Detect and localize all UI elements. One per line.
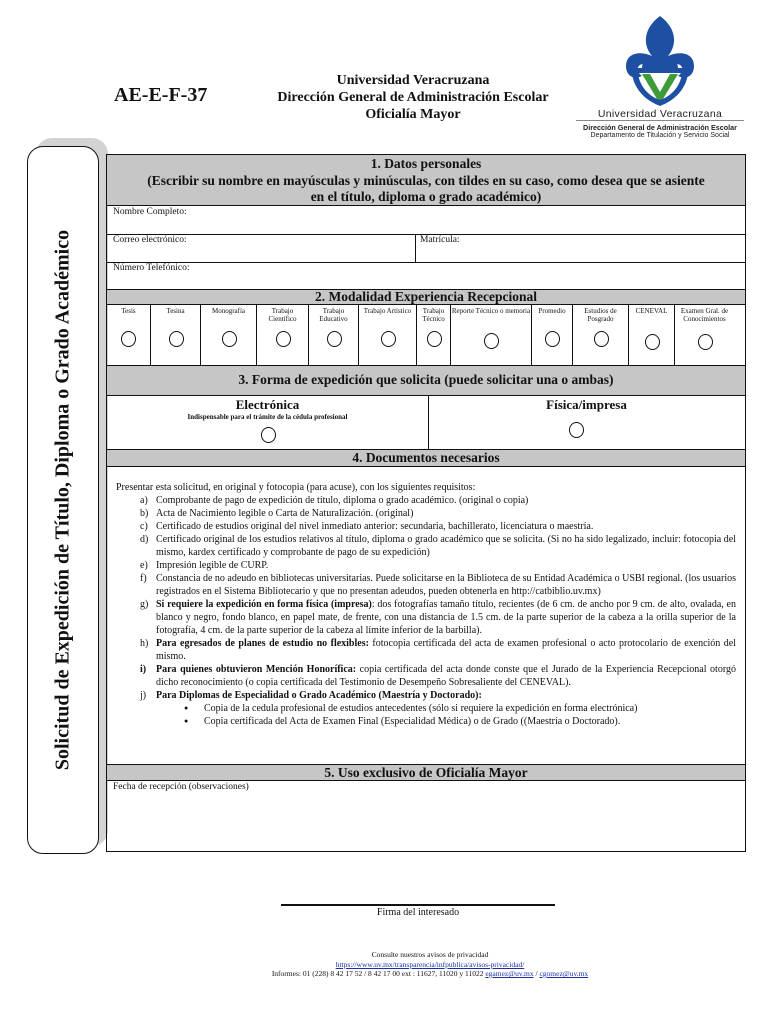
institution-heading	[252, 72, 574, 123]
modality-radio[interactable]	[169, 331, 184, 347]
documents-list	[116, 494, 736, 702]
modality-option	[107, 305, 150, 365]
modality-radio[interactable]	[484, 333, 499, 349]
document-item-letter: b)	[140, 508, 149, 519]
document-item-text: Certificado original de los estudios relativos al título, diploma o grado académico que se solicita. (Si no ha sido legalizado, incluir: fotocopia del mismo, kardex certificado y comprobante de pago de su expedición)	[156, 534, 736, 558]
modality-option	[450, 305, 531, 365]
modality-radio[interactable]	[327, 331, 342, 347]
document-item	[116, 494, 736, 507]
document-item	[116, 507, 736, 520]
form-code: AE-E-F-37	[114, 84, 208, 106]
document-item-text: Comprobante de pago de expedición de título, diploma o grado académico. (original o copia)	[156, 495, 529, 506]
section-1-subtitle: (Escribir su nombre en mayúsculas y minúsculas, con tildes en su caso, como desea que se asiente	[147, 172, 705, 188]
document-item-letter: e)	[140, 560, 148, 571]
modality-radio[interactable]	[381, 331, 396, 347]
modality-option	[256, 305, 308, 365]
student-id-field[interactable]: Matrícula:	[420, 235, 460, 245]
document-item-letter: f)	[140, 573, 147, 584]
modality-radio[interactable]	[645, 334, 660, 350]
document-item	[116, 572, 736, 598]
signature-label: Firma del interesado	[376, 907, 460, 918]
privacy-link[interactable]: https://www.uv.mx/transparencia/infpublica/avisos-privacidad/	[335, 959, 525, 969]
side-title: Solicitud de Expedición de Título, Diploma o Grado Académico	[51, 229, 74, 771]
modality-option	[628, 305, 674, 365]
signature-line	[281, 904, 555, 906]
section-1-title: 1. Datos personales	[370, 156, 482, 171]
document-item-letter: j)	[140, 690, 147, 701]
bullet-icon: ●	[184, 717, 189, 725]
modality-radio[interactable]	[121, 331, 136, 347]
modality-label: Trabajo Técnico	[422, 307, 445, 323]
document-item-text: Constancia de no adeudo en bibliotecas universitarias. Puede solicitarse en la Biblioteca de su Entidad Académica o USBI regional. (los usuarios registrados en el Sistema Bibliotecario y que no presentan adeudos, pueden obtenerla en http://catbiblio.uv.mx)	[156, 573, 736, 597]
reception-date-field[interactable]: Fecha de recepción (observaciones)	[113, 782, 249, 792]
electronic-note: Indispensable para el trámite de la cédula profesional	[187, 413, 348, 421]
privacy-notice	[180, 950, 680, 979]
document-item-text: fotocopia certificada del acta de examen profesional o acto protocolario de exención del mismo.	[156, 638, 736, 662]
section-4-header: 4. Documentos necesarios	[107, 449, 745, 467]
physical-radio[interactable]	[569, 422, 584, 438]
document-item-text: Impresión legible de CURP.	[156, 560, 269, 571]
modality-label: Estudios de Posgrado	[584, 307, 617, 323]
modality-radio[interactable]	[222, 331, 237, 347]
section-5-header: 5. Uso exclusivo de Oficialía Mayor	[107, 764, 745, 781]
institution-office: Oficialía Mayor	[365, 107, 461, 122]
document-item	[116, 637, 736, 663]
document-subitem	[116, 715, 736, 728]
document-item-text: : dos fotografías tamaño título, recientes (de 6 cm. de ancho por 9 cm. de alto, ovalada, en blanco y negro, fondo blanco, en papel mate, de frente, con una distancia de 1.5 cm. de la parte superior de la cabeza a la orilla superior de la fotografía, 4 cm. de la parte superior de la cabeza al límite inferior de la barbilla).	[156, 599, 736, 636]
institution-department: Dirección General de Administración Escolar	[277, 90, 549, 105]
email-link-1[interactable]: egamez@uv.mx	[485, 969, 534, 978]
document-item	[116, 520, 736, 533]
email-separator: /	[533, 969, 540, 978]
electronic-label: Electrónica	[235, 397, 300, 412]
university-logo	[572, 10, 748, 140]
modality-option	[150, 305, 200, 365]
document-item	[116, 663, 736, 689]
document-item-letter: g)	[140, 599, 149, 610]
physical-label: Física/impresa	[546, 397, 627, 412]
modality-radio[interactable]	[698, 334, 713, 350]
logo-office: Departamento de Titulación y Servicio Social	[590, 132, 730, 139]
fleur-de-lis-icon	[572, 10, 748, 108]
modality-label: Tesina	[166, 307, 185, 315]
modality-option	[358, 305, 416, 365]
institution-name: Universidad Veracruzana	[336, 73, 490, 88]
divider	[415, 234, 416, 262]
modality-radio[interactable]	[427, 331, 442, 347]
document-item	[116, 598, 736, 637]
electronic-option	[107, 397, 428, 421]
modality-label: Monografía	[211, 307, 246, 315]
documents-sublist	[116, 702, 736, 728]
contact-info: Informes: 01 (228) 8 42 17 52 / 8 42 17 00 ext : 11627, 11020 y 11022	[271, 969, 484, 978]
document-item-letter: h)	[140, 638, 149, 649]
section-1-header	[107, 155, 745, 206]
document-item-emphasis: Si requiere la expedición en forma física (impresa)	[156, 599, 372, 610]
modality-label: Reporte Técnico o memoria	[451, 307, 531, 315]
email-field[interactable]: Correo electrónico:	[113, 235, 187, 245]
divider	[107, 262, 745, 263]
document-item	[116, 559, 736, 572]
modality-label: Trabajo Artístico	[363, 307, 412, 315]
email-link-2[interactable]: cgomez@uv.mx	[539, 969, 589, 978]
document-item-emphasis: Para quienes obtuvieron Mención Honorífica:	[156, 664, 357, 675]
privacy-text: Consulte nuestros avisos de privacidad	[371, 950, 489, 959]
modality-label: Tesis	[121, 307, 136, 315]
document-item-letter: c)	[140, 521, 148, 532]
modality-radio[interactable]	[276, 331, 291, 347]
modality-label: Promedio	[538, 307, 566, 315]
logo-department: Dirección General de Administración Escolar	[583, 123, 737, 132]
section-1-subtitle-cont: en el título, diploma o grado académico)	[310, 189, 542, 204]
modality-radio[interactable]	[594, 331, 609, 347]
electronic-radio[interactable]	[261, 427, 276, 443]
request-form	[106, 154, 746, 852]
modality-option	[531, 305, 572, 365]
document-item-letter: a)	[140, 495, 148, 506]
modality-label: CENEVAL	[635, 307, 668, 315]
modality-option	[416, 305, 450, 365]
modality-option	[674, 305, 734, 365]
full-name-field[interactable]: Nombre Completo:	[113, 207, 187, 217]
modality-label: Trabajo Educativo	[319, 307, 348, 323]
document-item-letter: i)	[140, 664, 147, 675]
modality-option	[308, 305, 358, 365]
document-item-letter: d)	[140, 534, 149, 545]
required-documents	[116, 481, 736, 728]
document-item-text: copia certificada del acta donde conste que el Jurado de la Experiencia Recepcional otorgó dicho reconocimiento (o copia certificada del Testimonio de Desempeño Sobresaliente del CENEVAL).	[156, 664, 736, 688]
modality-option	[572, 305, 628, 365]
document-item-text: Certificado de estudios original del nivel inmediato anterior: secundaria, bachillerato, licenciatura o maestría.	[156, 521, 594, 532]
logo-university-name: Universidad Veracruzana	[597, 108, 723, 120]
section-2-header: 2. Modalidad Experiencia Recepcional	[107, 289, 745, 305]
document-subitem-text: Copia de la cedula profesional de estudios antecedentes (sólo si requiere la expedición en forma electrónica)	[204, 703, 638, 714]
document-item-emphasis: Para egresados de planes de estudio no flexibles:	[156, 638, 369, 649]
section-3-header: 3. Forma de expedición que solicita (puede solicitar una o ambas)	[107, 365, 745, 396]
modality-label: Examen Gral. de Conocimientos	[680, 307, 729, 323]
modality-label: Trabajo Científico	[268, 307, 297, 323]
logo-divider	[576, 120, 744, 121]
modality-radio[interactable]	[545, 331, 560, 347]
documents-intro: Presentar esta solicitud, en original y fotocopia (para acuse), con los siguientes requisitos:	[116, 482, 476, 493]
document-item	[116, 533, 736, 559]
document-item-text: Acta de Nacimiento legible o Carta de Naturalización. (original)	[156, 508, 414, 519]
modality-option	[200, 305, 256, 365]
bullet-icon: ●	[184, 704, 189, 712]
document-subitem	[116, 702, 736, 715]
document-subitem-text: Copia certificada del Acta de Examen Final (Especialidad Médica) o de Grado ((Maestría o Doctorado).	[204, 716, 621, 727]
phone-field[interactable]: Número Telefónico:	[113, 263, 190, 273]
modality-options	[107, 305, 745, 365]
document-item-emphasis: Para Diplomas de Especialidad o Grado Académico (Maestría y Doctorado):	[156, 690, 482, 701]
document-item	[116, 689, 736, 702]
